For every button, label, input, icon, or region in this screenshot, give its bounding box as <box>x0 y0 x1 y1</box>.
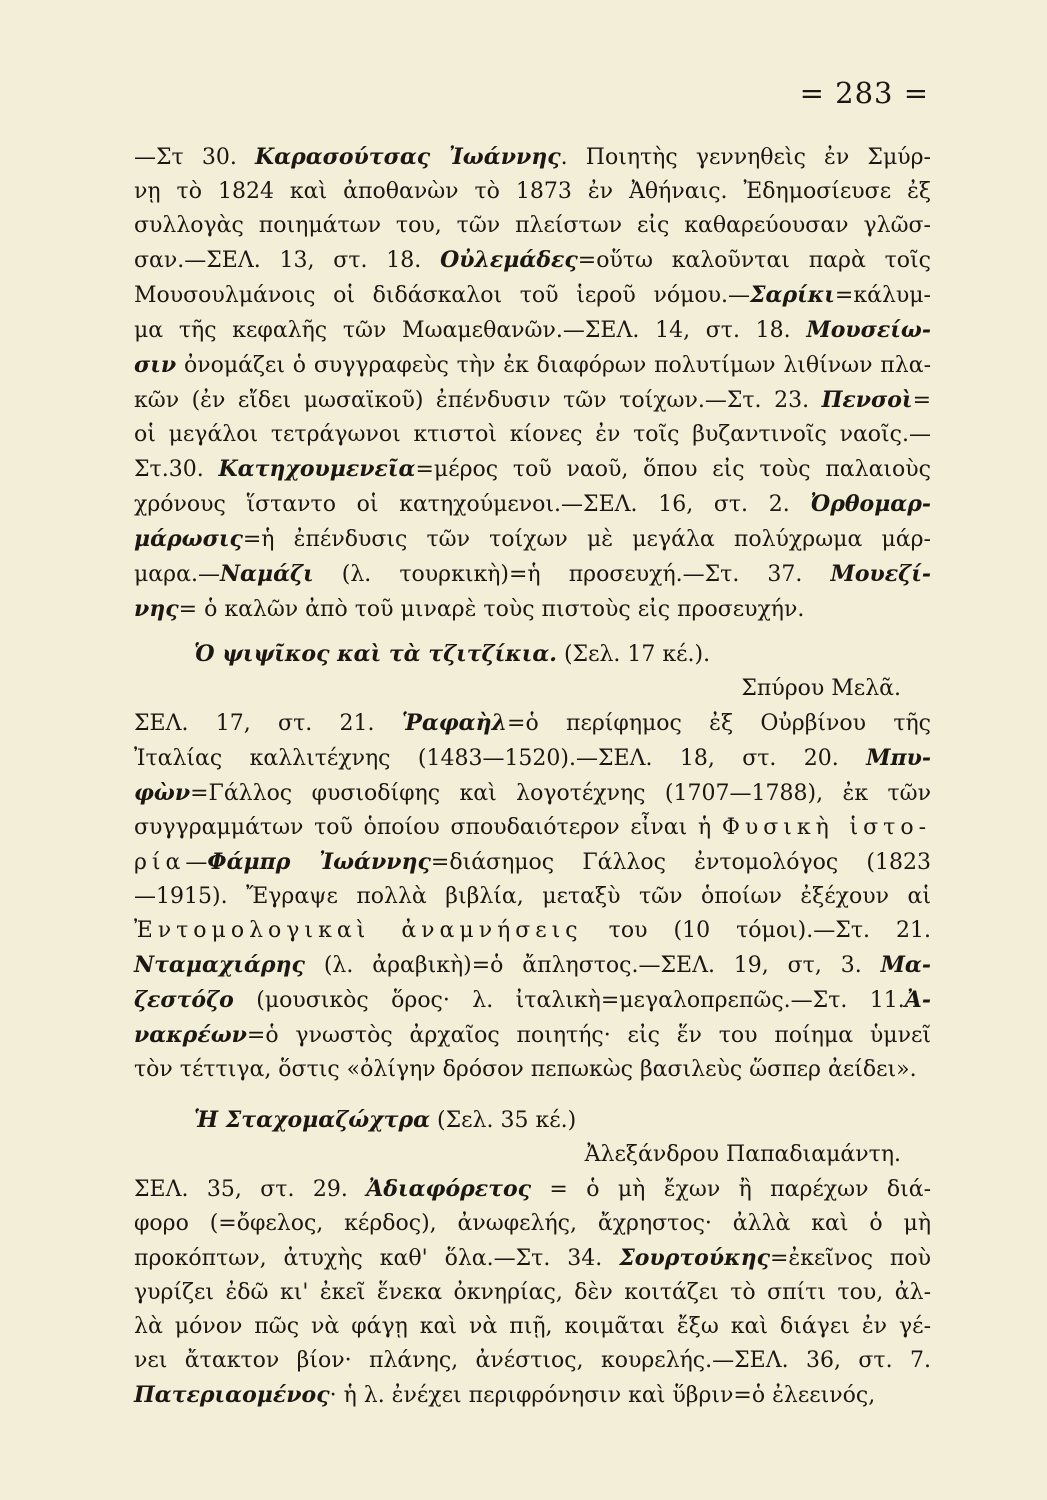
section-c-line: νει ἄτακτον βίον· πλάνης, ἀνέστιος, κουρελής.—ΣΕΛ. 36, στ. 7. <box>134 1348 931 1373</box>
section-a-line: Μουσουλμάνοις οἱ διδάσκαλοι τοῦ ἱεροῦ νόμου.—Σαρίκι=κάλυμ- <box>134 282 931 308</box>
section-a-line: χρόνους ἵσταντο οἱ κατηχούμενοι.—ΣΕΛ. 16, στ. 2. Ὀρθομαρ- <box>134 491 931 517</box>
section-b-line: ζεστόζο (μουσικὸς ὅρος· λ. ἰταλικὴ=μεγαλοπρεπῶς.—Στ. 11.Ἀ- <box>134 987 931 1013</box>
section-b-line: ρία—Φάμπρ Ἰωάννης=διάσημος Γάλλος ἐντομολόγος (1823 <box>134 849 931 875</box>
section-c-line: προκόπτων, ἀτυχὴς καθ' ὅλα.—Στ. 34. Σουρτούκης=ἐκεῖνος ποὺ <box>134 1245 931 1271</box>
section-b-line: Νταμαχιάρης (λ. ἀραβικὴ)=ὁ ἄπληστος.—ΣΕΛ. 19, στ, 3. Μα- <box>134 952 931 978</box>
section-c <box>134 1172 931 1413</box>
section-c-line: γυρίζει ἐδῶ κι' ἐκεῖ ἕνεκα ὀκνηρίας, δὲν κοιτάζει τὸ σπίτι του, ἀλ- <box>134 1280 931 1305</box>
section-a-line: μάρωσις=ἡ ἐπένδυσις τῶν τοίχων μὲ μεγάλα πολύχρωμα μάρ- <box>134 526 931 552</box>
section-b-title: Ὁ ψιψῖκος καὶ τὰ τζιτζίκια. (Σελ. 17 κέ.). <box>194 641 711 667</box>
section-a-line: νης= ὁ καλῶν ἀπὸ τοῦ μιναρὲ τοὺς πιστοὺς εἰς προσευχήν. <box>134 596 805 622</box>
section-a-line: συλλογὰς ποιημάτων του, τῶν πλείστων εἰς καθαρεύουσαν γλῶσ- <box>134 213 931 238</box>
section-a-line: νῃ τὸ 1824 καὶ ἀποθανὼν τὸ 1873 ἐν Ἀθήναις. Ἐδημοσίευσε ἐξ <box>134 179 931 204</box>
section-a-line: μα τῆς κεφαλῆς τῶν Μωαμεθανῶν.—ΣΕΛ. 14, στ. 18. Μουσείω- <box>134 317 931 343</box>
section-c-line: Πατεριαομένος· ἡ λ. ἐνέχει περιφρόνησιν καὶ ὕβριν=ὁ ἐλεεινός, <box>134 1382 876 1408</box>
section-a-line: μαρα.—Ναμάζι (λ. τουρκικὴ)=ἡ προσευχή.—Στ. 37. Μουεζί- <box>134 561 931 587</box>
section-b-line: φὼν=Γάλλος φυσιοδίφης καὶ λογοτέχνης (1707—1788), ἐκ τῶν <box>134 780 931 806</box>
section-a <box>134 140 931 627</box>
section-b-line: συγγραμμάτων τοῦ ὁποίου σπουδαιότερον εἶναι ἡ Φυσικὴ ἱστο- <box>134 815 931 840</box>
section-c-title: Ἡ Σταχομαζώχτρα (Σελ. 35 κέ.) <box>194 1107 577 1133</box>
section-c-line: ΣΕΛ. 35, στ. 29. Ἀδιαφόρετος = ὁ μὴ ἔχων ἢ παρέχων διά- <box>134 1176 932 1202</box>
section-b-line: νακρέων=ὁ γνωστὸς ἀρχαῖος ποιητής· εἰς ἕν του ποίημα ὑμνεῖ <box>134 1022 931 1048</box>
section-a-line: κῶν (ἐν εἴδει μωσαϊκοῦ) ἐπένδυσιν τῶν τοίχων.—Στ. 23. Πενσοὶ= <box>134 387 931 413</box>
section-b-line: τὸν τέττιγα, ὅστις «ὀλίγην δρόσον πεπωκὼς βασιλεὺς ὥσπερ ἀείδει». <box>134 1057 917 1082</box>
section-a-line: σαν.—ΣΕΛ. 13, στ. 18. Οὐλεμάδες=οὕτω καλοῦνται παρὰ τοῖς <box>134 247 931 273</box>
section-b-line: Ἐντομολογικαὶ ἀναμνήσεις του (10 τόμοι).—Στ. 21. <box>134 918 931 943</box>
section-a-line: σιν ὀνομάζει ὁ συγγραφεὺς τὴν ἐκ διαφόρων πολυτίμων λιθίνων πλα- <box>134 352 931 378</box>
section-a-line: οἱ μεγάλοι τετράγωνοι κτιστοὶ κίονες ἐν τοῖς βυζαντινοῖς ναοῖς.— <box>134 422 931 447</box>
section-c-line: λὰ μόνον πῶς νὰ φάγῃ καὶ νὰ πιῇ, κοιμᾶται ἔξω καὶ διάγει ἐν γέ- <box>134 1314 931 1339</box>
section-c-line: φορο (=ὄφελος, κέρδος), ἀνωφελής, ἄχρηστος· ἀλλὰ καὶ ὁ μὴ <box>134 1211 931 1236</box>
page-number: = 283 = <box>799 76 929 110</box>
section-a-line: Στ.30. Κατηχουμενεῖα=μέρος τοῦ ναοῦ, ὅπου εἰς τοὺς παλαιοὺς <box>134 456 931 482</box>
page-body <box>134 140 931 1413</box>
section-b-line: —1915). Ἔγραψε πολλὰ βιβλία, μεταξὺ τῶν ὁποίων ἐξέχουν αἱ <box>134 884 931 909</box>
section-b <box>134 706 931 1087</box>
section-b-author: Σπύρου Μελᾶ. <box>741 676 901 701</box>
section-a-line: —Στ 30. Καρασούτσας Ἰωάννης. Ποιητὴς γεννηθεὶς ἐν Σμύρ- <box>134 144 931 170</box>
section-b-line: Ἰταλίας καλλιτέχνης (1483—1520).—ΣΕΛ. 18, στ. 20. Μπυ- <box>134 745 931 771</box>
section-c-author: Ἀλεξάνδρου Παπαδιαμάντη. <box>584 1142 901 1167</box>
section-b-line: ΣΕΛ. 17, στ. 21. Ῥαφαὴλ=ὁ περίφημος ἐξ Οὐρβίνου τῆς <box>134 710 932 736</box>
